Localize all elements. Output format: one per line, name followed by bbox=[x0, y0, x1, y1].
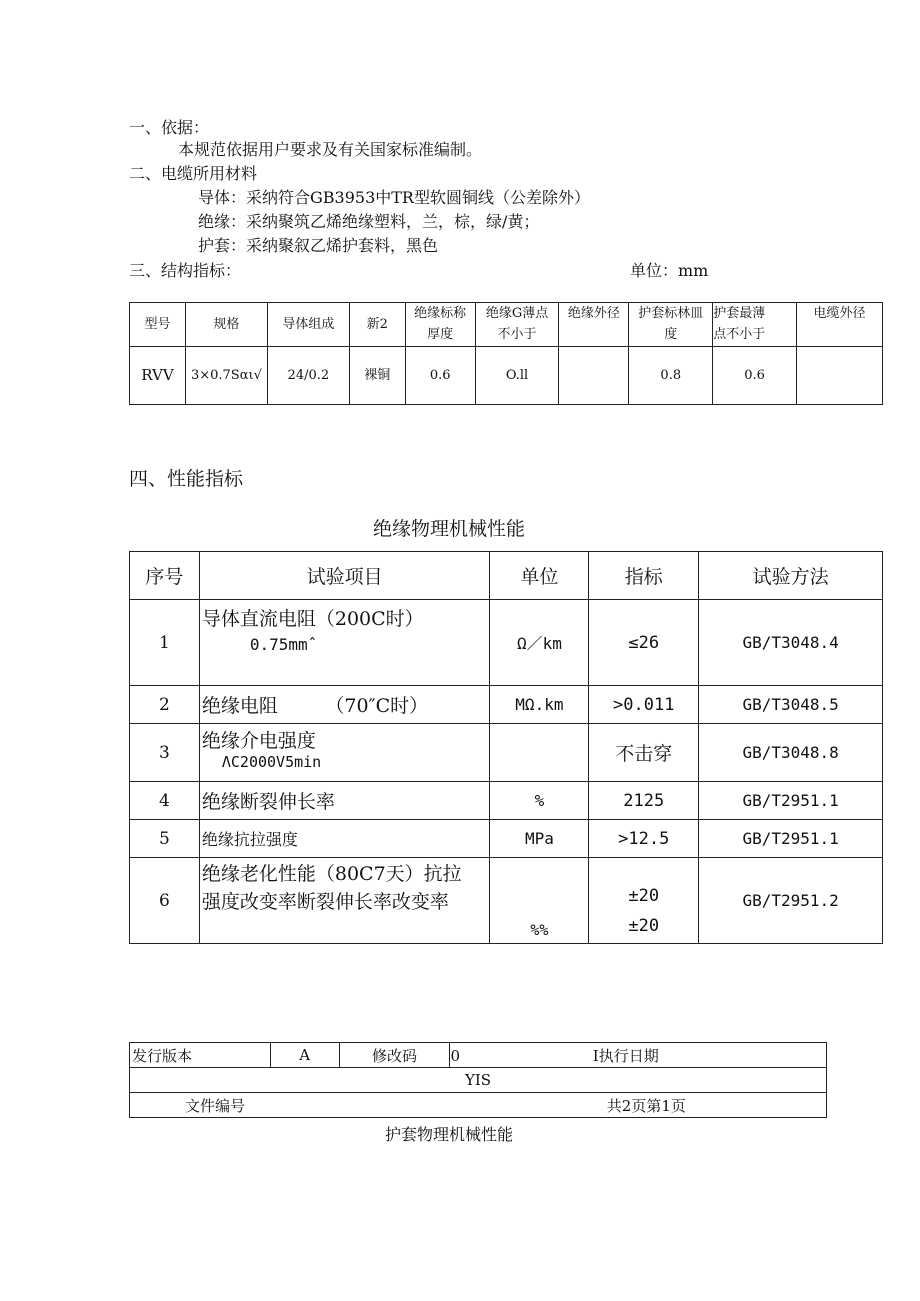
header-material: 新2 bbox=[349, 303, 405, 347]
row5-method: GB/T2951.1 bbox=[699, 820, 883, 858]
header-model: 型号 bbox=[130, 303, 186, 347]
material-conductor: 导体：采纳符合GB3953中TR型软圆铜线（公差除外） bbox=[198, 188, 590, 207]
materials-heading: 二、电缆所用材料 bbox=[129, 164, 258, 183]
row2-item: 绝缘电阻 （70″C时） bbox=[199, 686, 490, 724]
header-item: 试验项目 bbox=[199, 552, 490, 600]
row3-item bbox=[199, 724, 490, 782]
sheath-table-title: 护套物理机械性能 bbox=[385, 1125, 514, 1144]
file-number-label: 文件编号 bbox=[185, 1096, 246, 1115]
header-seq: 序号 bbox=[130, 552, 200, 600]
performance-row-1 bbox=[130, 600, 883, 686]
header-insulation-thickness: 绝缘标称 厚度 bbox=[405, 303, 475, 347]
cell-model: RVV bbox=[130, 347, 186, 405]
cell-spec: 3×0.7Sαι√ bbox=[185, 347, 267, 405]
insulation-table-title: 绝缘物理机械性能 bbox=[373, 518, 526, 540]
header-insulation-min: 绝缘G薄点 不小于 bbox=[475, 303, 559, 347]
document-footer-table bbox=[129, 1042, 827, 1118]
row1-method: GB/T3048.4 bbox=[699, 600, 883, 686]
cell-insulation-thickness: 0.6 bbox=[405, 347, 475, 405]
revision-label: 修改码 bbox=[339, 1043, 450, 1068]
structure-header-row bbox=[130, 303, 883, 347]
row6-item bbox=[199, 858, 490, 944]
footer-row-2 bbox=[130, 1068, 827, 1093]
row5-seq: 5 bbox=[130, 820, 200, 858]
footer-row-3 bbox=[130, 1093, 827, 1118]
row1-unit: Ω／km bbox=[490, 600, 589, 686]
row6-value-2: ±20 bbox=[628, 916, 660, 936]
exec-date-label: I执行日期 bbox=[592, 1046, 659, 1065]
header-cable-diameter: 电缆外径 bbox=[797, 303, 883, 347]
page-info: 共2页第1页 bbox=[606, 1096, 686, 1115]
row6-method: GB/T2951.2 bbox=[699, 858, 883, 944]
row2-seq: 2 bbox=[130, 686, 200, 724]
revision-value: 0 bbox=[450, 1046, 460, 1065]
cell-sheath-thickness: 0.8 bbox=[629, 347, 713, 405]
footer-row-1 bbox=[130, 1043, 827, 1068]
header-spec: 规格 bbox=[185, 303, 267, 347]
row4-method: GB/T2951.1 bbox=[699, 782, 883, 820]
cell-material: 裸铜 bbox=[349, 347, 405, 405]
row1-value: ≤26 bbox=[589, 600, 699, 686]
performance-row-4 bbox=[130, 782, 883, 820]
performance-row-6 bbox=[130, 858, 883, 944]
cell-insulation-min: O.ll bbox=[475, 347, 559, 405]
row4-unit: % bbox=[490, 782, 589, 820]
row6-seq: 6 bbox=[130, 858, 200, 944]
row4-item: 绝缘断裂伸长率 bbox=[199, 782, 490, 820]
header-sheath-thickness: 护套标林皿 度 bbox=[629, 303, 713, 347]
material-insulation: 绝缘：采纳聚筑乙烯绝缘塑料，兰，棕，绿/黄； bbox=[198, 212, 540, 231]
structure-table bbox=[129, 302, 883, 405]
release-label: 发行版本 bbox=[130, 1043, 271, 1068]
row1-item-line2: 0.75mmˆ bbox=[249, 635, 318, 654]
row3-method: GB/T3048.8 bbox=[699, 724, 883, 782]
row2-method: GB/T3048.5 bbox=[699, 686, 883, 724]
row5-unit: MPa bbox=[490, 820, 589, 858]
row1-item bbox=[199, 600, 490, 686]
row3-item-line2: ΛC2000V5min bbox=[221, 753, 322, 771]
row6-item-line2: 强度改变率断裂伸长率改变率 bbox=[201, 891, 449, 913]
row6-unit: %% bbox=[490, 858, 589, 944]
header-sheath-min: 护套最薄 点不小于 bbox=[713, 303, 797, 347]
row6-value-1: ±20 bbox=[628, 886, 660, 906]
file-info-cell bbox=[130, 1093, 827, 1118]
header-conductor: 导体组成 bbox=[267, 303, 349, 347]
header-method: 试验方法 bbox=[699, 552, 883, 600]
performance-heading: 四、性能指标 bbox=[129, 468, 244, 490]
row6-value bbox=[589, 858, 699, 944]
row2-value: >0.011 bbox=[589, 686, 699, 724]
performance-row-2 bbox=[130, 686, 883, 724]
row3-value: 不击穿 bbox=[589, 724, 699, 782]
performance-row-3 bbox=[130, 724, 883, 782]
performance-row-5 bbox=[130, 820, 883, 858]
row5-item: 绝缘抗拉强度 bbox=[199, 820, 490, 858]
row6-item-line1: 绝缘老化性能（80C7天）抗拉 bbox=[201, 863, 462, 885]
unit-label: 单位：mm bbox=[630, 261, 709, 280]
cell-cable-diameter bbox=[797, 347, 883, 405]
row3-seq: 3 bbox=[130, 724, 200, 782]
header-insulation-diameter: 绝缘外径 bbox=[559, 303, 629, 347]
row5-value: >12.5 bbox=[589, 820, 699, 858]
row4-seq: 4 bbox=[130, 782, 200, 820]
revision-exec-cell bbox=[450, 1043, 827, 1068]
performance-header-row bbox=[130, 552, 883, 600]
row2-unit: MΩ.km bbox=[490, 686, 589, 724]
row1-item-line1: 导体直流电阻（200C时） bbox=[201, 608, 424, 630]
row3-unit bbox=[490, 724, 589, 782]
header-value: 指标 bbox=[589, 552, 699, 600]
structure-data-row bbox=[130, 347, 883, 405]
basis-text: 本规范依据用户要求及有关国家标准编制。 bbox=[178, 140, 483, 159]
material-sheath: 护套：采纳聚叙乙烯护套料，黑色 bbox=[198, 236, 439, 255]
structure-heading: 三、结构指标： bbox=[129, 261, 242, 280]
cell-sheath-min: 0.6 bbox=[713, 347, 797, 405]
insulation-performance-table bbox=[129, 551, 883, 944]
cell-insulation-diameter bbox=[559, 347, 629, 405]
cell-conductor: 24/0.2 bbox=[267, 347, 349, 405]
basis-heading: 一、依据： bbox=[129, 118, 210, 137]
row1-seq: 1 bbox=[130, 600, 200, 686]
release-value: A bbox=[270, 1043, 339, 1068]
row4-value: 2125 bbox=[589, 782, 699, 820]
row3-item-line1: 绝缘介电强度 bbox=[201, 730, 316, 752]
footer-center-text: YIS bbox=[130, 1068, 827, 1093]
header-unit: 单位 bbox=[490, 552, 589, 600]
